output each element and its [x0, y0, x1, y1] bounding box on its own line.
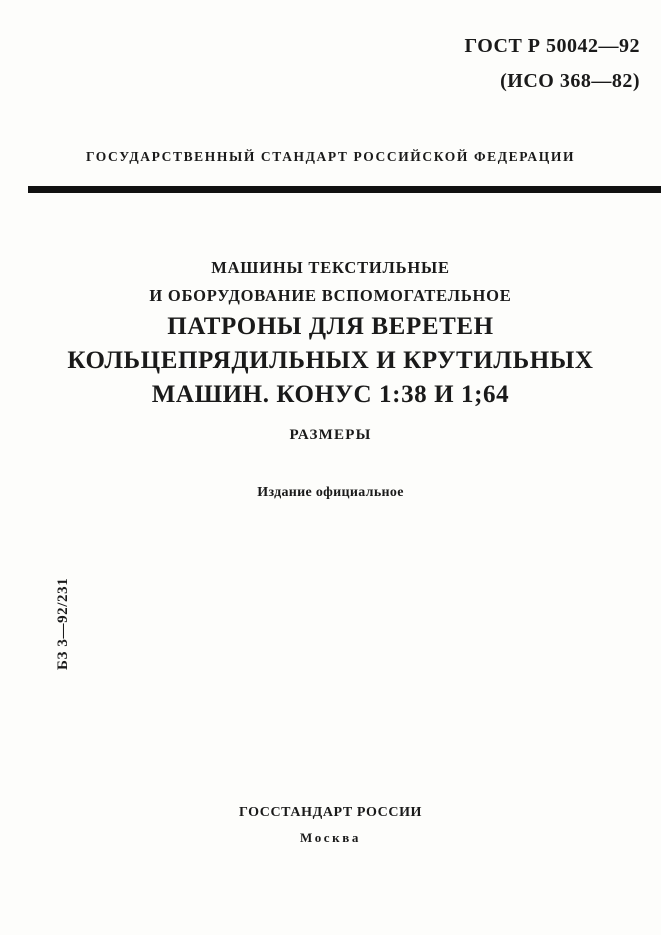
edition-note: Издание официальное [257, 485, 404, 500]
subtitle-dimensions: РАЗМЕРЫ [289, 427, 372, 443]
publication-city: Москва [300, 830, 361, 845]
title-line-1: МАШИНЫ ТЕКСТИЛЬНЫЕ [211, 258, 450, 277]
state-standard-heading: ГОСУДАРСТВЕННЫЙ СТАНДАРТ РОССИЙСКОЙ ФЕДЕРАЦИИ [85, 149, 576, 164]
title-line-2: И ОБОРУДОВАНИЕ ВСПОМОГАТЕЛЬНОЕ [149, 286, 512, 305]
standard-number: ГОСТ Р 50042—92 [464, 35, 640, 57]
side-catalog-code: БЗ 3—92/231 [55, 577, 71, 670]
title-line-3: ПАТРОНЫ ДЛЯ ВЕРЕТЕН [167, 313, 494, 340]
iso-number: (ИСО 368—82) [500, 70, 640, 92]
title-line-5: МАШИН. КОНУС 1:38 И 1;64 [151, 381, 510, 408]
header-divider [28, 186, 661, 193]
title-line-4: КОЛЬЦЕПРЯДИЛЬНЫХ И КРУТИЛЬНЫХ [67, 347, 594, 374]
publisher: ГОССТАНДАРТ РОССИИ [238, 805, 423, 820]
